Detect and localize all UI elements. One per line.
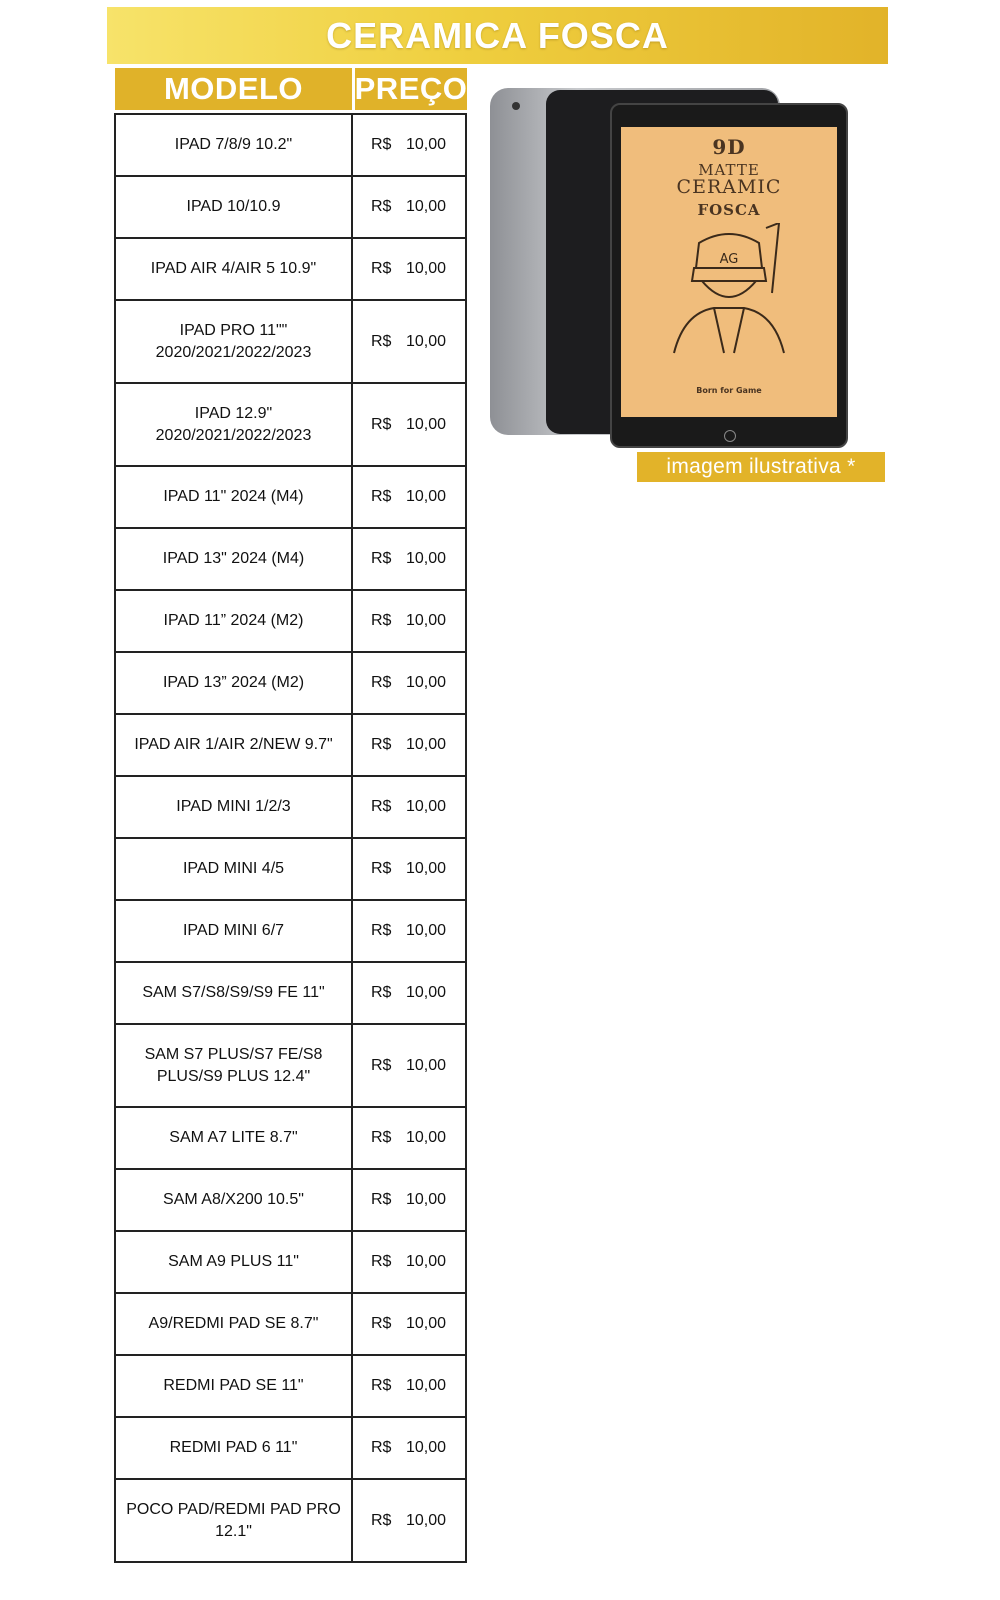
model-cell: IPAD 11" 2024 (M4) bbox=[116, 467, 353, 527]
price-cell bbox=[353, 115, 465, 175]
currency-symbol: R$ bbox=[371, 1377, 392, 1394]
helmet-tag: AG bbox=[719, 252, 739, 267]
currency-symbol: R$ bbox=[371, 736, 392, 753]
price-value: 10,00 bbox=[405, 136, 446, 153]
price-cell bbox=[353, 901, 465, 961]
model-cell: SAM S7 PLUS/S7 FE/S8 PLUS/S9 PLUS 12.4" bbox=[116, 1025, 353, 1106]
model-cell: IPAD 13” 2024 (M2) bbox=[116, 653, 353, 713]
table-row bbox=[116, 1356, 465, 1418]
price-cell bbox=[353, 1294, 465, 1354]
table-row bbox=[116, 384, 465, 467]
price-cell bbox=[353, 839, 465, 899]
currency-symbol: R$ bbox=[371, 1191, 392, 1208]
model-cell: SAM A9 PLUS 11" bbox=[116, 1232, 353, 1292]
model-cell: IPAD 11” 2024 (M2) bbox=[116, 591, 353, 651]
page-title: CERAMICA FOSCA bbox=[326, 14, 669, 56]
model-cell: IPAD AIR 1/AIR 2/NEW 9.7" bbox=[116, 715, 353, 775]
currency-symbol: R$ bbox=[371, 260, 392, 277]
price-cell bbox=[353, 963, 465, 1023]
price-cell bbox=[353, 1170, 465, 1230]
table-row bbox=[116, 715, 465, 777]
price-value: 10,00 bbox=[405, 332, 446, 350]
screen-footer-text: Born for Game bbox=[696, 386, 762, 395]
price-value: 10,00 bbox=[405, 674, 446, 691]
table-row bbox=[116, 1232, 465, 1294]
price-value: 10,00 bbox=[405, 1439, 446, 1456]
price-value: 10,00 bbox=[405, 1377, 446, 1394]
table-row bbox=[116, 653, 465, 715]
currency-symbol: R$ bbox=[371, 488, 392, 505]
price-cell bbox=[353, 1108, 465, 1168]
price-value: 10,00 bbox=[405, 736, 446, 753]
price-value: 10,00 bbox=[405, 550, 446, 567]
price-cell bbox=[353, 301, 465, 382]
currency-symbol: R$ bbox=[371, 198, 392, 215]
price-cell bbox=[353, 715, 465, 775]
column-header-model: MODELO bbox=[115, 68, 352, 110]
currency-symbol: R$ bbox=[371, 984, 392, 1001]
currency-symbol: R$ bbox=[371, 415, 392, 433]
screen-line-fosca: FOSCA bbox=[697, 201, 761, 219]
price-value: 10,00 bbox=[405, 1129, 446, 1146]
model-cell: IPAD 10/10.9 bbox=[116, 177, 353, 237]
price-cell bbox=[353, 1232, 465, 1292]
currency-symbol: R$ bbox=[371, 798, 392, 815]
currency-symbol: R$ bbox=[371, 860, 392, 877]
currency-symbol: R$ bbox=[371, 1253, 392, 1270]
price-cell bbox=[353, 1356, 465, 1416]
table-row bbox=[116, 467, 465, 529]
price-cell bbox=[353, 239, 465, 299]
model-cell: SAM A7 LITE 8.7" bbox=[116, 1108, 353, 1168]
price-cell bbox=[353, 653, 465, 713]
currency-symbol: R$ bbox=[371, 922, 392, 939]
price-value: 10,00 bbox=[405, 415, 446, 433]
table-row bbox=[116, 1418, 465, 1480]
table-row bbox=[116, 1025, 465, 1108]
model-cell: A9/REDMI PAD SE 8.7" bbox=[116, 1294, 353, 1354]
screen-line-ceramic: CERAMIC bbox=[676, 176, 782, 198]
currency-symbol: R$ bbox=[371, 1511, 392, 1529]
model-cell: IPAD MINI 6/7 bbox=[116, 901, 353, 961]
price-value: 10,00 bbox=[405, 198, 446, 215]
price-value: 10,00 bbox=[405, 488, 446, 505]
currency-symbol: R$ bbox=[371, 1056, 392, 1074]
price-value: 10,00 bbox=[405, 1511, 446, 1529]
currency-symbol: R$ bbox=[371, 674, 392, 691]
table-row bbox=[116, 839, 465, 901]
price-cell bbox=[353, 777, 465, 837]
model-cell: SAM S7/S8/S9/S9 FE 11" bbox=[116, 963, 353, 1023]
price-value: 10,00 bbox=[405, 260, 446, 277]
price-value: 10,00 bbox=[405, 798, 446, 815]
table-row bbox=[116, 1170, 465, 1232]
model-cell: REDMI PAD 6 11" bbox=[116, 1418, 353, 1478]
price-cell bbox=[353, 1480, 465, 1561]
price-value: 10,00 bbox=[405, 860, 446, 877]
price-value: 10,00 bbox=[405, 1191, 446, 1208]
home-button-icon bbox=[724, 430, 736, 442]
table-row bbox=[116, 115, 465, 177]
price-cell bbox=[353, 591, 465, 651]
table-row bbox=[116, 529, 465, 591]
model-cell: REDMI PAD SE 11" bbox=[116, 1356, 353, 1416]
price-value: 10,00 bbox=[405, 922, 446, 939]
price-value: 10,00 bbox=[405, 1315, 446, 1332]
table-row bbox=[116, 963, 465, 1025]
currency-symbol: R$ bbox=[371, 332, 392, 350]
table-row bbox=[116, 1480, 465, 1563]
camera-icon bbox=[512, 102, 520, 110]
table-row bbox=[116, 1294, 465, 1356]
price-cell bbox=[353, 467, 465, 527]
title-banner bbox=[107, 7, 888, 64]
price-table bbox=[114, 113, 467, 1563]
price-cell bbox=[353, 1418, 465, 1478]
model-cell: IPAD PRO 11"" 2020/2021/2022/2023 bbox=[116, 301, 353, 382]
soldier-illustration bbox=[654, 223, 804, 363]
currency-symbol: R$ bbox=[371, 1315, 392, 1332]
image-caption: imagem ilustrativa * bbox=[637, 452, 885, 482]
product-illustration bbox=[488, 86, 850, 448]
table-row bbox=[116, 239, 465, 301]
model-cell: IPAD 12.9" 2020/2021/2022/2023 bbox=[116, 384, 353, 465]
currency-symbol: R$ bbox=[371, 612, 392, 629]
model-cell: IPAD AIR 4/AIR 5 10.9" bbox=[116, 239, 353, 299]
model-cell: SAM A8/X200 10.5" bbox=[116, 1170, 353, 1230]
model-cell: IPAD 7/8/9 10.2" bbox=[116, 115, 353, 175]
price-value: 10,00 bbox=[405, 612, 446, 629]
currency-symbol: R$ bbox=[371, 550, 392, 567]
tablet-front-view bbox=[610, 103, 848, 448]
price-cell bbox=[353, 529, 465, 589]
price-cell bbox=[353, 1025, 465, 1106]
model-cell: IPAD 13" 2024 (M4) bbox=[116, 529, 353, 589]
table-row bbox=[116, 901, 465, 963]
currency-symbol: R$ bbox=[371, 1439, 392, 1456]
currency-symbol: R$ bbox=[371, 136, 392, 153]
screen-line-matte: MATTE bbox=[698, 161, 760, 179]
table-row bbox=[116, 777, 465, 839]
table-row bbox=[116, 177, 465, 239]
model-cell: IPAD MINI 1/2/3 bbox=[116, 777, 353, 837]
badge-9d: 9D bbox=[712, 135, 746, 159]
price-cell bbox=[353, 177, 465, 237]
price-value: 10,00 bbox=[405, 984, 446, 1001]
table-row bbox=[116, 301, 465, 384]
price-value: 10,00 bbox=[405, 1253, 446, 1270]
table-row bbox=[116, 1108, 465, 1170]
column-header-price: PREÇO bbox=[355, 68, 467, 110]
price-cell bbox=[353, 384, 465, 465]
price-value: 10,00 bbox=[405, 1056, 446, 1074]
currency-symbol: R$ bbox=[371, 1129, 392, 1146]
table-row bbox=[116, 591, 465, 653]
model-cell: POCO PAD/REDMI PAD PRO 12.1" bbox=[116, 1480, 353, 1561]
screen-protector-art bbox=[621, 127, 837, 417]
model-cell: IPAD MINI 4/5 bbox=[116, 839, 353, 899]
